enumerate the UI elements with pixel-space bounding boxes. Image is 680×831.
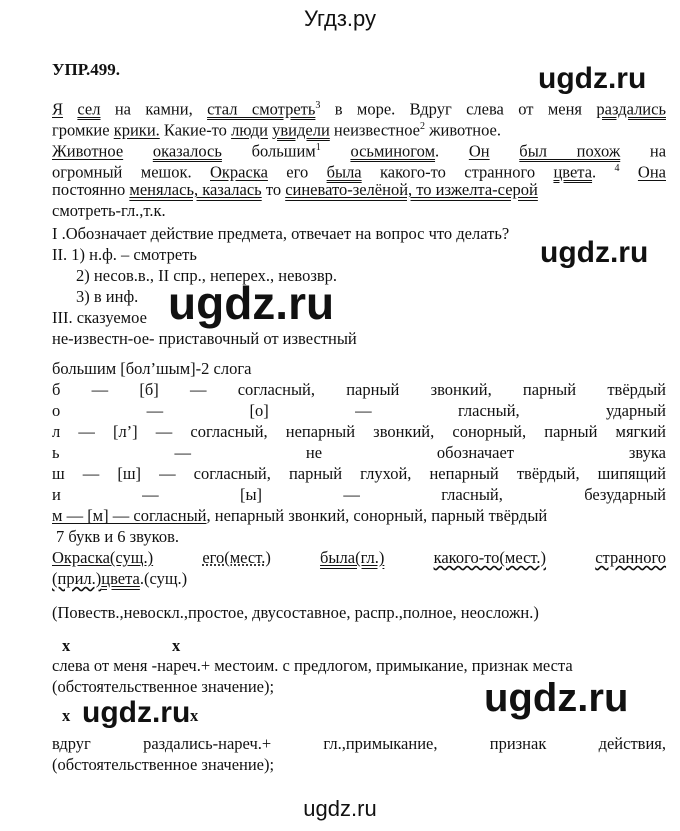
word: животное. bbox=[425, 120, 502, 140]
subject: люди bbox=[231, 120, 269, 140]
text-line bbox=[52, 180, 538, 200]
word bbox=[490, 142, 520, 161]
predicate: была bbox=[326, 162, 362, 182]
text-line bbox=[52, 138, 666, 162]
text-line: не-известн-ое- приставочный от известный bbox=[52, 329, 357, 348]
predicate: осьминогом bbox=[350, 141, 436, 161]
text-line: вдруг раздались-нареч.+ гл.,примыкание, признак действия, bbox=[52, 734, 666, 753]
phonetic-line: ь — не обозначает звука bbox=[52, 443, 666, 462]
phonetic-line bbox=[52, 506, 547, 526]
word: огромный мешок. bbox=[52, 162, 210, 182]
text-line bbox=[52, 159, 666, 183]
exercise-title: УПР.499. bbox=[52, 60, 120, 79]
text-line: 3) в инф. bbox=[76, 287, 139, 306]
predicate: увидели bbox=[272, 120, 330, 140]
text-line bbox=[52, 96, 666, 120]
predicate: цвета bbox=[101, 569, 140, 588]
word bbox=[123, 142, 153, 161]
word: .(сущ.) bbox=[139, 569, 188, 588]
text-line: большим [бол’шым]-2 слога bbox=[52, 359, 252, 378]
predicate: менялась, казалась bbox=[129, 180, 262, 199]
word: какого-то странного bbox=[361, 162, 554, 182]
word: в море. Вдруг слева от меня bbox=[320, 99, 597, 119]
word: неизвестное bbox=[329, 120, 420, 140]
phonetic-line: л — [л’] — согласный, непарный звонкий, сонорный, парный мягкий bbox=[52, 422, 666, 441]
word: Какие-то bbox=[159, 120, 232, 140]
text-line: I .Обозначает действие предмета, отвечает на вопрос что делать? bbox=[52, 224, 510, 243]
subject: Животное bbox=[52, 141, 124, 161]
word: . bbox=[435, 141, 469, 161]
subject: Окраска bbox=[210, 162, 268, 182]
footnote-mark: 1 bbox=[315, 142, 321, 153]
watermark: ugdz.ru bbox=[168, 277, 335, 329]
underlined-phrase: м — [м] — согласный bbox=[52, 506, 207, 525]
subject: Окраска(сущ.) bbox=[52, 548, 154, 567]
word bbox=[620, 163, 638, 182]
text-line: (обстоятельственное значение); bbox=[52, 677, 275, 696]
text-line: смотреть-гл.,т.к. bbox=[52, 201, 166, 220]
word: то bbox=[261, 180, 286, 199]
subject: Она bbox=[637, 162, 666, 182]
text-line: (обстоятельственное значение); bbox=[52, 755, 275, 774]
subject: Он bbox=[468, 141, 490, 161]
parsed-sentence bbox=[52, 548, 666, 568]
predicate: была(гл.) bbox=[320, 548, 385, 567]
watermark: ugdz.ru bbox=[540, 236, 649, 269]
phonetic-line: о — [о] — гласный, ударный bbox=[52, 401, 666, 420]
text-line: (Повеств.,невоскл.,простое, двусоставное, распр.,полное, неосложн.) bbox=[52, 603, 539, 622]
footnote-mark: 4 bbox=[614, 163, 620, 174]
x-mark: x bbox=[172, 636, 181, 655]
footnote-mark: 2 bbox=[420, 121, 425, 132]
phonetic-line: ш — [ш] — согласный, парный глухой, непарный твёрдый, шипящий bbox=[52, 464, 666, 483]
watermark: ugdz.ru bbox=[538, 62, 647, 95]
site-header: Угдз.ру bbox=[303, 6, 377, 31]
word: громкие bbox=[52, 120, 114, 140]
word bbox=[321, 142, 351, 161]
text-line bbox=[52, 117, 501, 141]
footnote-mark: 3 bbox=[315, 100, 321, 111]
parsed-sentence bbox=[52, 569, 187, 589]
word: , непарный звонкий, сонорный, парный твёрдый bbox=[206, 506, 548, 525]
watermark: ugdz.ru bbox=[484, 676, 629, 720]
predicate: был похож bbox=[519, 141, 621, 161]
word: . bbox=[592, 162, 615, 182]
word: большим bbox=[221, 141, 316, 161]
subject: крики. bbox=[113, 120, 160, 140]
text-line: 2) несов.в., II спр., неперех., невозвр. bbox=[76, 266, 338, 285]
predicate: синевато-зелёной, то изжелта-серой bbox=[285, 180, 538, 199]
word: его bbox=[267, 162, 327, 182]
attribute: какого-то(мест.) bbox=[433, 548, 547, 567]
predicate: раздались bbox=[596, 99, 666, 119]
attribute: (прил.) bbox=[52, 569, 102, 588]
text-line: 7 букв и 6 звуков. bbox=[56, 527, 179, 546]
predicate: стал смотреть bbox=[207, 99, 316, 119]
watermark: ugdz.ru bbox=[82, 696, 191, 729]
text-line: слева от меня -нареч.+ местоим. с предлогом, примыкание, признак места bbox=[52, 656, 573, 675]
text-line: III. сказуемое bbox=[52, 308, 147, 327]
attribute: его(мест.) bbox=[202, 548, 271, 567]
x-mark: x bbox=[190, 706, 199, 725]
subject: Я bbox=[52, 99, 64, 119]
word: на камни, bbox=[100, 99, 208, 119]
word: на bbox=[620, 141, 667, 161]
word: постоянно bbox=[52, 180, 130, 199]
x-mark: x bbox=[62, 636, 71, 655]
predicate: сел bbox=[77, 99, 101, 119]
phonetic-line: и — [ы] — гласный, безударный bbox=[52, 485, 666, 504]
attribute: странного bbox=[595, 548, 667, 567]
predicate: цвета bbox=[553, 162, 593, 182]
phonetic-line: б — [б] — согласный, парный звонкий, парный твёрдый bbox=[52, 380, 666, 399]
predicate: оказалось bbox=[152, 141, 222, 161]
text-line: II. 1) н.ф. – смотреть bbox=[52, 245, 197, 264]
site-footer: ugdz.ru bbox=[303, 796, 377, 821]
x-mark: x bbox=[62, 706, 71, 725]
